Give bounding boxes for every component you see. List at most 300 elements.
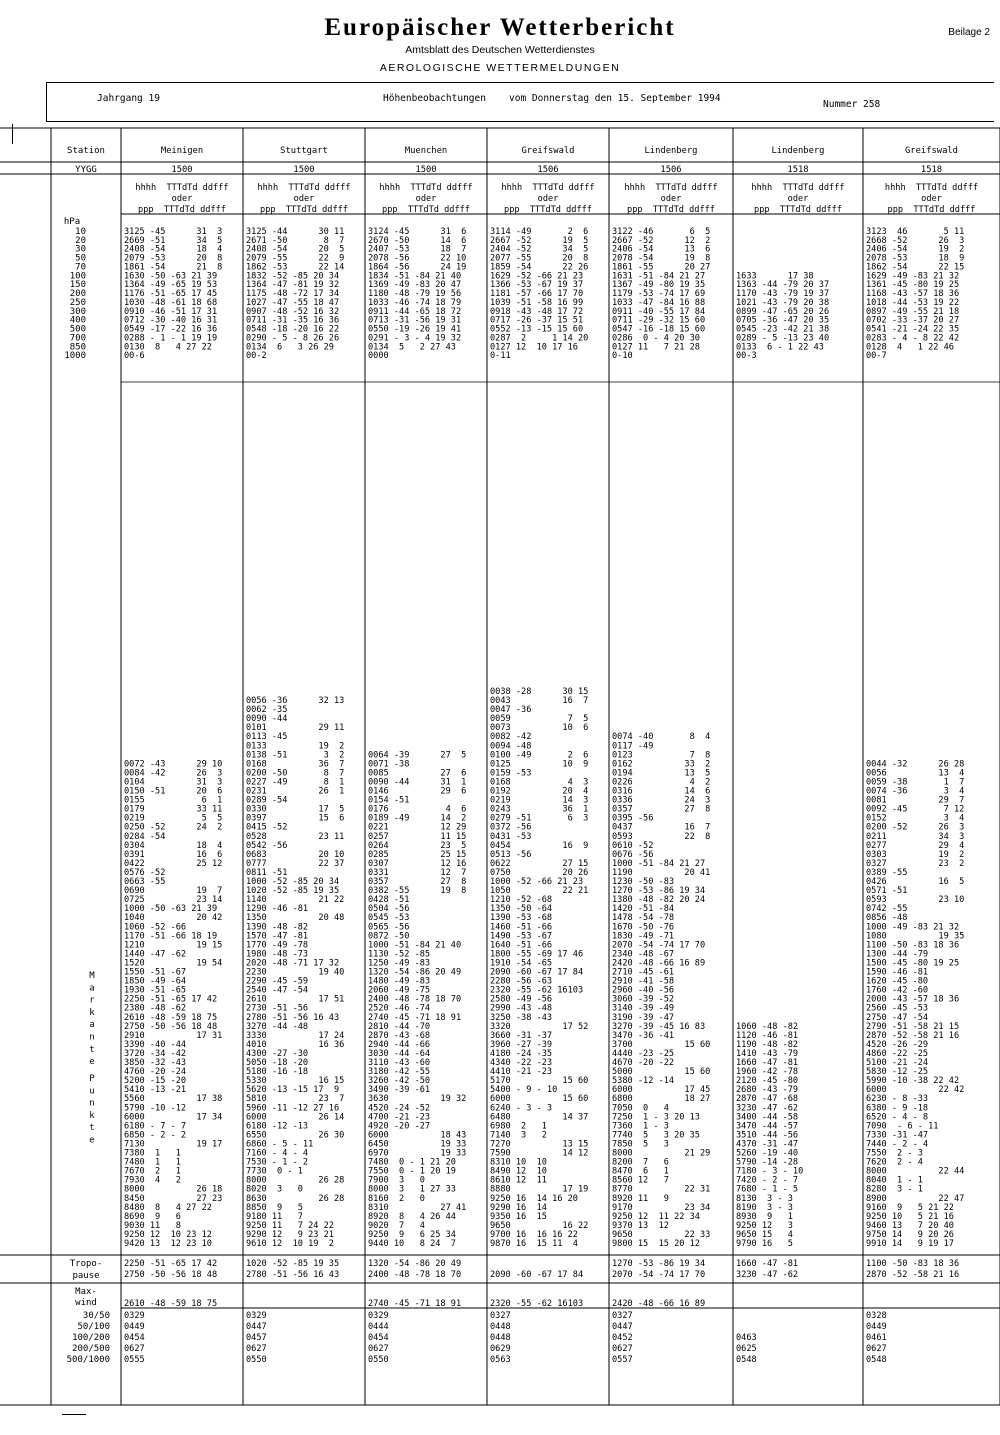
markant-value: 1440 -47 -62	[124, 949, 187, 960]
markant-value: 4410 -21 -23	[490, 1067, 553, 1078]
markante-label-char: u	[89, 1086, 95, 1097]
markante-label-char: k	[89, 1110, 95, 1121]
markant-value: 0092 -45 7 12	[866, 804, 965, 815]
markant-value: 6380 - 9 -18	[866, 1103, 929, 1114]
level-value: 0705 -36 -47 20 35	[736, 315, 830, 326]
shear-value: 0329	[368, 1311, 389, 1321]
station-yygg: 1506	[537, 165, 559, 175]
column-heading: oder	[660, 194, 682, 204]
markant-value: 9650 16 22	[490, 1220, 589, 1231]
markant-value: 7730 0 - 1	[246, 1166, 303, 1177]
markant-value: 8280 3 - 1	[866, 1184, 923, 1195]
markant-value: 0101 29 11	[246, 723, 345, 734]
markant-value: 2680 -43 -79	[736, 1085, 799, 1096]
markant-value: 4520 -24 -52	[368, 1103, 431, 1114]
markant-value: 1000 -49 -83 21 32	[866, 922, 960, 933]
level-value: 1179 -53 -74 17 69	[612, 289, 706, 300]
markant-value: 0074 -36 3 4	[866, 786, 965, 797]
markant-value: 8880 17 19	[490, 1184, 589, 1195]
column-heading: ppp TTTdTd ddfff	[138, 205, 226, 215]
column-heading: ppp TTTdTd ddfff	[260, 205, 348, 215]
level-value: 0-11	[490, 351, 511, 362]
markant-value: 0211 34 3	[866, 831, 965, 842]
markant-value: 0094 -48	[490, 741, 532, 752]
tropopause-value: 1270 -53 -86 19 34	[612, 1259, 706, 1269]
markant-value: 0264 23 5	[368, 840, 467, 851]
page-title: Europäischer Wetterbericht	[324, 14, 676, 41]
pressure-level: 50	[75, 253, 86, 264]
markant-value: 0150 -51 20 6	[124, 786, 223, 797]
level-value: 1170 -43 -79 19 37	[736, 289, 830, 300]
markant-value: 7090 - 6 - 11	[866, 1121, 939, 1132]
markant-value: 0304 18 4	[124, 840, 223, 851]
shear-value: 0448	[490, 1333, 511, 1343]
markant-value: 0226 4 2	[612, 777, 711, 788]
markant-value: 0221 12 29	[368, 822, 467, 833]
level-value: 2408 -54 18 4	[124, 244, 223, 255]
markant-value: 6000 17 34	[124, 1112, 223, 1123]
shear-value: 0550	[368, 1355, 389, 1365]
markant-value: 0431 -53	[490, 831, 532, 842]
level-value: 2406 -54 19 2	[866, 244, 965, 255]
level-value: 2079 -53 20 8	[124, 253, 223, 264]
markante-label-char: t	[89, 1123, 95, 1134]
level-value: 1629 -49 -83 21 32	[866, 271, 960, 282]
markant-value: 8200 7 6	[612, 1157, 669, 1168]
maxwind-label: wind	[75, 1298, 97, 1308]
markant-value: 0307 12 16	[368, 858, 467, 869]
markant-value: 5810 23 7	[246, 1094, 345, 1105]
markant-value: 2070 -54 -74 17 70	[612, 940, 706, 951]
markant-value: 8630 26 28	[246, 1193, 345, 1204]
markante-label-char: a	[89, 1020, 95, 1031]
markant-value: 2250 -51 -65 17 42	[124, 994, 218, 1005]
level-value: 3125 -44 30 11	[246, 227, 345, 237]
column-heading: hhhh TTTdTd ddfff	[379, 183, 473, 193]
tropopause-label: Tropo-	[69, 1259, 103, 1269]
shear-value: 0449	[866, 1322, 887, 1332]
station-name: Greifswald	[905, 146, 958, 156]
level-value: 0541 -21 -24 22 35	[866, 324, 960, 335]
markant-value: 1050 22 21	[490, 886, 589, 897]
column-heading: hhhh TTTdTd ddfff	[257, 183, 351, 193]
markant-value: 9250 12 3	[736, 1220, 793, 1231]
markant-value: 1300 -44 -79	[866, 949, 929, 960]
markant-value: 8450 27 23	[124, 1193, 223, 1204]
markant-value: 0062 -35	[246, 705, 288, 716]
markant-value: 6000 17 45	[612, 1085, 711, 1096]
markant-value: 0872 -50	[368, 931, 410, 942]
markant-value: 2280 -56 -63	[490, 976, 553, 987]
column-heading: oder	[415, 194, 437, 204]
markant-value: 7670 2 1	[124, 1166, 181, 1177]
markant-value: 3330 17 24	[246, 1030, 345, 1041]
markant-value: 2520 -46 -74	[368, 1003, 431, 1014]
shear-value: 0555	[124, 1355, 145, 1365]
level-value: 0907 -48 -52 16 32	[246, 306, 340, 317]
markant-value: 0571 -51	[866, 886, 908, 897]
shear-value: 0447	[246, 1322, 267, 1332]
markant-value: 7140 3 2	[490, 1130, 547, 1141]
column-heading: oder	[921, 194, 942, 204]
markant-value: 8000 26 28	[246, 1175, 345, 1186]
markant-value: 1800 -55 -69 17 46	[490, 949, 584, 960]
level-value: 0899 -47 -65 20 26	[736, 306, 830, 317]
markant-value: 0200 -52 26 3	[866, 822, 965, 833]
markant-value: 2320 -55 -62 16103	[490, 985, 584, 996]
markant-value: 5200 -15 -20	[124, 1076, 187, 1087]
markant-value: 2710 -45 -61	[612, 967, 675, 978]
markant-value: 8190 3 - 3	[736, 1202, 793, 1213]
level-value: 00-7	[866, 351, 887, 362]
markant-value: 0856 -48	[866, 913, 908, 924]
maxwind-value: 2740 -45 -71 18 91	[368, 1299, 462, 1309]
page-subtitle: Amtsblatt des Deutschen Wetterdienstes	[405, 44, 595, 56]
maxwind-value: 2420 -48 -66 16 89	[612, 1299, 706, 1309]
column-heading: hhhh TTTdTd ddfff	[884, 183, 979, 193]
markant-value: 6240 - 3 - 3	[490, 1103, 553, 1114]
station-yygg: 1518	[787, 165, 809, 175]
level-value: 0287 2 1 14 20	[490, 333, 589, 344]
markant-value: 0285 25 15	[368, 849, 467, 860]
markant-value: 4520 -26 -29	[866, 1039, 929, 1050]
markant-value: 0336 24 3	[612, 795, 711, 806]
tropopause-value: 2070 -54 -74 17 70	[612, 1270, 706, 1280]
markant-value: 7620 2 - 4	[866, 1157, 923, 1168]
level-value: 0545 -23 -42 21 38	[736, 324, 830, 335]
markant-value: 0100 -49 2 6	[490, 750, 589, 761]
markant-value: 2020 -48 -71 17 32	[246, 958, 340, 969]
markant-value: 7180 - 3 - 10	[736, 1166, 804, 1177]
level-value: 2406 -54 13 6	[612, 244, 711, 255]
markant-value: 1570 -47 -81	[246, 931, 309, 942]
markant-value: 7330 -31 -47	[866, 1130, 929, 1141]
markant-value: 1320 -54 -86 20 49	[368, 967, 462, 978]
markant-value: 0250 -52 24 2	[124, 822, 223, 833]
markant-value: 4860 -22 -25	[866, 1048, 929, 1059]
markant-value: 4340 -22 -23	[490, 1058, 553, 1068]
markant-value: 5620 -13 -15 17 9	[246, 1085, 340, 1096]
level-value: 1364 -49 -65 19 53	[124, 280, 218, 291]
level-value: 0702 -33 -37 20 27	[866, 315, 960, 326]
markant-value: 7130 19 17	[124, 1139, 223, 1150]
level-value: 0127 12 10 17 16	[490, 342, 578, 353]
level-value: 1629 -52 -66 21 23	[490, 271, 584, 282]
level-value: 2667 -52 19 5	[490, 235, 589, 246]
markant-value: 8850 9 5	[246, 1202, 303, 1213]
level-value: 1864 -56 24 19	[368, 262, 467, 273]
markant-value: 8770 22 31	[612, 1184, 711, 1195]
markant-value: 2870 -52 -58 21 16	[866, 1030, 960, 1041]
level-value: 0911 -44 -65 18 72	[368, 306, 462, 317]
column-heading: hhhh TTTdTd ddfff	[751, 183, 845, 193]
station-yygg: 1500	[293, 165, 315, 175]
markant-value: 0331 12 7	[368, 867, 467, 878]
markant-value: 0059 7 5	[490, 714, 589, 725]
markant-value: 0071 -38	[368, 759, 410, 770]
markant-value: 1140 21 22	[246, 895, 345, 906]
level-value: 00-6	[124, 351, 145, 362]
markant-value: 1410 -43 -79	[736, 1048, 799, 1059]
column-heading: oder	[787, 194, 809, 204]
markant-value: 0576 -52	[124, 867, 166, 878]
level-value: 1861 -54 21 8	[124, 262, 223, 273]
markant-value: 3180 -42 -55	[368, 1067, 431, 1078]
markant-value: 1910 -54 -65	[490, 958, 553, 969]
markant-value: 1830 -49 -71	[612, 931, 675, 942]
beilage-label: Beilage 2	[948, 27, 990, 38]
markant-value: 1170 -51 -66 18 19	[124, 931, 218, 942]
level-value: 00-3	[736, 351, 757, 362]
shear-value: 0327	[612, 1311, 633, 1321]
markant-value: 0219 14 3	[490, 795, 589, 806]
level-value: 0000	[368, 351, 389, 362]
markant-value: 5790 -10 -12	[124, 1103, 187, 1114]
level-value: 1361 -45 -80 19 25	[866, 280, 960, 291]
markant-value: 0610 -52	[612, 840, 654, 851]
markante-label-char: n	[89, 1098, 95, 1109]
tropopause-value: 2750 -50 -56 18 48	[124, 1270, 218, 1280]
level-value: 0286 0 - 4 20 30	[612, 333, 700, 344]
markant-value: 0725 23 14	[124, 895, 223, 906]
markant-value: 1500 -45 -80 19 25	[866, 958, 960, 969]
markant-value: 0056 -36 32 13	[246, 696, 345, 706]
maxwind-label: Max-	[75, 1287, 97, 1297]
markant-value: 0777 22 37	[246, 858, 345, 869]
level-value: 0911 -40 -55 17 84	[612, 306, 706, 317]
markant-value: 0454 16 9	[490, 840, 589, 851]
markant-value: 0372 -56	[490, 822, 532, 833]
markant-value: 1100 -50 -83 18 36	[866, 940, 960, 951]
markant-value: 3140 -39 -49	[612, 1003, 675, 1014]
markant-value: 0676 -56	[612, 849, 654, 860]
markant-value: 0391 16 6	[124, 849, 223, 860]
markante-label-char: r	[89, 995, 95, 1006]
markant-value: 3630 19 32	[368, 1094, 467, 1105]
markant-value: 5170 15 60	[490, 1076, 589, 1087]
level-value: 0918 -43 -48 17 72	[490, 306, 584, 317]
shear-value: 0444	[368, 1322, 389, 1332]
markant-value: 6180 -12 -13	[246, 1121, 309, 1132]
markant-value: 0189 -49 14 2	[368, 813, 467, 824]
shear-value: 0627	[866, 1344, 887, 1354]
markant-value: 2870 -47 -68	[736, 1094, 799, 1105]
level-value: 0127 11 7 21 28	[612, 342, 700, 353]
markant-value: 5790 -14 -28	[736, 1157, 799, 1168]
level-value: 3122 -46 6 5	[612, 227, 711, 237]
level-value: 2078 -56 22 10	[368, 253, 467, 264]
pressure-level: 1000	[64, 351, 86, 362]
markant-value: 3470 -36 -41	[612, 1030, 675, 1041]
markant-value: 6970 19 33	[368, 1148, 467, 1159]
markant-value: 9290 12 9 23 21	[246, 1229, 334, 1240]
markant-value: 7480 0 - 1 21 20	[368, 1157, 456, 1168]
markant-value: 1478 -54 -78	[612, 913, 675, 924]
markant-value: 2870 -43 -68	[368, 1030, 431, 1041]
markant-value: 8900 22 47	[866, 1193, 965, 1204]
station-yygg: 1500	[415, 165, 437, 175]
markant-value: 1000 -50 -63 21 39	[124, 904, 218, 915]
markant-value: 1060 -48 -82	[736, 1021, 799, 1032]
shear-value: 0454	[368, 1333, 389, 1343]
level-value: 3125 -45 31 3	[124, 227, 223, 237]
shear-value: 0557	[612, 1355, 633, 1365]
markant-value: 1060 -52 -66	[124, 922, 187, 933]
markant-value: 4010 16 36	[246, 1039, 345, 1050]
level-value: 1033 -46 -74 18 79	[368, 297, 462, 308]
markante-label-char: e	[89, 1135, 95, 1146]
markant-value: 6520 - 4 - 8	[866, 1112, 929, 1123]
markant-value: 2750 -50 -56 18 48	[124, 1021, 218, 1032]
markant-value: 3850 -32 -43	[124, 1058, 187, 1068]
markant-value: 0082 -42	[490, 732, 532, 743]
level-value: 0283 - 4 - 8 22 42	[866, 333, 960, 344]
markant-value: 0059 -38 1 7	[866, 777, 965, 788]
level-value: 2077 -55 20 8	[490, 253, 589, 264]
markant-value: 9750 14 9 20 26	[866, 1229, 954, 1240]
markant-value: 1210 19 15	[124, 940, 223, 951]
markant-value: 3320 17 52	[490, 1021, 589, 1032]
markant-value: 4180 -24 -35	[490, 1048, 553, 1059]
markant-value: 1850 -49 -64	[124, 976, 187, 987]
markant-value: 1490 -53 -67	[490, 931, 553, 942]
markant-value: 5330 16 15	[246, 1076, 345, 1087]
markant-value: 0426 16 5	[866, 877, 965, 887]
markant-value: 0038 -28 30 15	[490, 686, 589, 697]
yygg-label: YYGG	[75, 165, 97, 175]
markante-label-char: t	[89, 1044, 95, 1055]
markant-value: 7440 - 2 - 4	[866, 1139, 929, 1150]
markant-value: 0152 3 4	[866, 813, 965, 824]
markant-value: 0593 23 10	[866, 895, 965, 906]
markant-value: 0064 -39 27 5	[368, 750, 467, 761]
markant-value: 0117 -49	[612, 741, 654, 752]
markant-value: 0422 25 12	[124, 858, 223, 869]
markant-value: 3510 -44 -56	[736, 1130, 799, 1141]
markant-value: 5560 17 38	[124, 1094, 223, 1105]
shear-value: 0327	[490, 1311, 511, 1321]
level-value: 00-2	[246, 351, 267, 362]
markant-value: 1390 -53 -68	[490, 913, 553, 924]
shear-value: 0329	[246, 1311, 267, 1321]
markant-value: 0428 -51	[368, 895, 410, 906]
level-value: 0291 - 3 - 4 19 32	[368, 333, 462, 344]
tropopause-value: 2870 -52 -58 21 16	[866, 1270, 960, 1280]
markant-value: 7380 1 1	[124, 1148, 181, 1159]
markant-value: 0395 -56	[612, 813, 654, 824]
markant-value: 6000 15 60	[490, 1094, 589, 1105]
markant-value: 2910 -41 -58	[612, 976, 675, 987]
markant-value: 3470 -44 -57	[736, 1121, 799, 1132]
markant-value: 8020 3 0	[246, 1184, 303, 1195]
markant-value: 0104 31 3	[124, 777, 223, 788]
station-yygg: 1500	[171, 165, 193, 175]
markant-value: 2120 -45 -80	[736, 1076, 799, 1087]
markant-value: 0565 -56	[368, 922, 410, 933]
level-value: 0547 -16 -18 15 60	[612, 324, 706, 335]
markant-value: 0159 -53	[490, 768, 532, 779]
markant-value: 7590 14 12	[490, 1148, 589, 1159]
markant-value: 8000 22 44	[866, 1166, 965, 1177]
markant-value: 7270 13 15	[490, 1139, 589, 1150]
shear-value: 0625	[736, 1344, 757, 1354]
shear-label: 30/50	[82, 1311, 110, 1321]
pressure-level: 150	[69, 280, 86, 291]
level-value: 0712 -30 -40 16 31	[124, 315, 218, 326]
markant-value: 9370 13 12	[612, 1220, 669, 1231]
markant-value: 9610 12 10 19 2	[246, 1239, 334, 1249]
markant-value: 1390 -48 -82	[246, 922, 309, 933]
tropopause-value: 1320 -54 -86 20 49	[368, 1259, 462, 1269]
markant-value: 1000 -52 -66 21 23	[490, 877, 584, 887]
markant-value: 0316 14 6	[612, 786, 711, 797]
level-value: 1633 17 38	[736, 271, 814, 282]
shear-value: 0448	[490, 1322, 511, 1332]
markant-value: 2750 -47 -54	[866, 1012, 929, 1023]
markant-value: 3700 15 60	[612, 1039, 711, 1050]
markant-value: 1960 -42 -78	[736, 1067, 799, 1078]
footer-rule	[62, 1414, 86, 1415]
pressure-level: 850	[69, 342, 86, 353]
markant-value: 1000 -51 -84 21 40	[368, 940, 462, 951]
markant-value: 1190 -48 -82	[736, 1039, 799, 1050]
markant-value: 0330 17 5	[246, 804, 345, 815]
markant-value: 9250 10 5 21 16	[866, 1211, 954, 1222]
markante-label-char: a	[89, 983, 95, 994]
markant-value: 6000 26 14	[246, 1112, 345, 1123]
markant-value: 8130 3 - 3	[736, 1193, 793, 1204]
shear-value: 0629	[490, 1344, 511, 1354]
markant-value: 1550 -51 -67	[124, 967, 187, 978]
markant-value: 0044 -32 26 28	[866, 759, 965, 770]
markant-value: 8930 9 1	[736, 1211, 793, 1222]
markant-value: 8000 21 29	[612, 1148, 711, 1159]
markant-value: 0072 -43 29 10	[124, 759, 223, 770]
markant-value: 3260 -42 -50	[368, 1076, 431, 1087]
markant-value: 1000 -52 -85 20 34	[246, 877, 340, 887]
pressure-level: 10	[75, 227, 86, 237]
markant-value: 0303 19 2	[866, 849, 965, 860]
markante-label-char: k	[89, 1007, 95, 1018]
markant-value: 8470 6 1	[612, 1166, 669, 1177]
markant-value: 7740 5 3 20 35	[612, 1130, 700, 1141]
markant-value: 0811 -51	[246, 867, 288, 878]
shear-value: 0328	[866, 1311, 887, 1321]
shear-value: 0454	[124, 1333, 145, 1343]
tropopause-value: 2400 -48 -78 18 70	[368, 1270, 462, 1280]
markant-value: 6180 - 7 - 7	[124, 1121, 187, 1132]
markant-value: 0133 19 2	[246, 741, 345, 752]
markant-value: 1080 19 35	[866, 931, 965, 942]
pressure-level: 100	[69, 271, 86, 282]
markant-value: 8040 1 - 1	[866, 1175, 923, 1186]
markant-value: 0279 -51 6 3	[490, 813, 589, 824]
markant-value: 0231 26 1	[246, 786, 345, 797]
station-yygg: 1506	[660, 165, 682, 175]
column-heading: ppp TTTdTd ddfff	[382, 205, 470, 215]
markant-value: 1760 -42 -60	[866, 985, 929, 996]
level-value: 2078 -53 18 9	[866, 253, 965, 264]
markant-value: 5100 -21 -24	[866, 1058, 929, 1068]
station-name: Lindenberg	[644, 146, 698, 156]
markant-value: 3960 -27 -39	[490, 1039, 553, 1050]
markant-value: 2740 -45 -71 18 91	[368, 1012, 462, 1023]
markant-value: 8310 27 41	[368, 1202, 467, 1213]
markant-value: 2560 -45 -53	[866, 1003, 929, 1014]
markant-value: 9250 12 11 22 34	[612, 1211, 700, 1222]
markant-value: 0357 27 8	[368, 877, 467, 887]
markant-value: 1120 -46 -81	[736, 1030, 799, 1041]
